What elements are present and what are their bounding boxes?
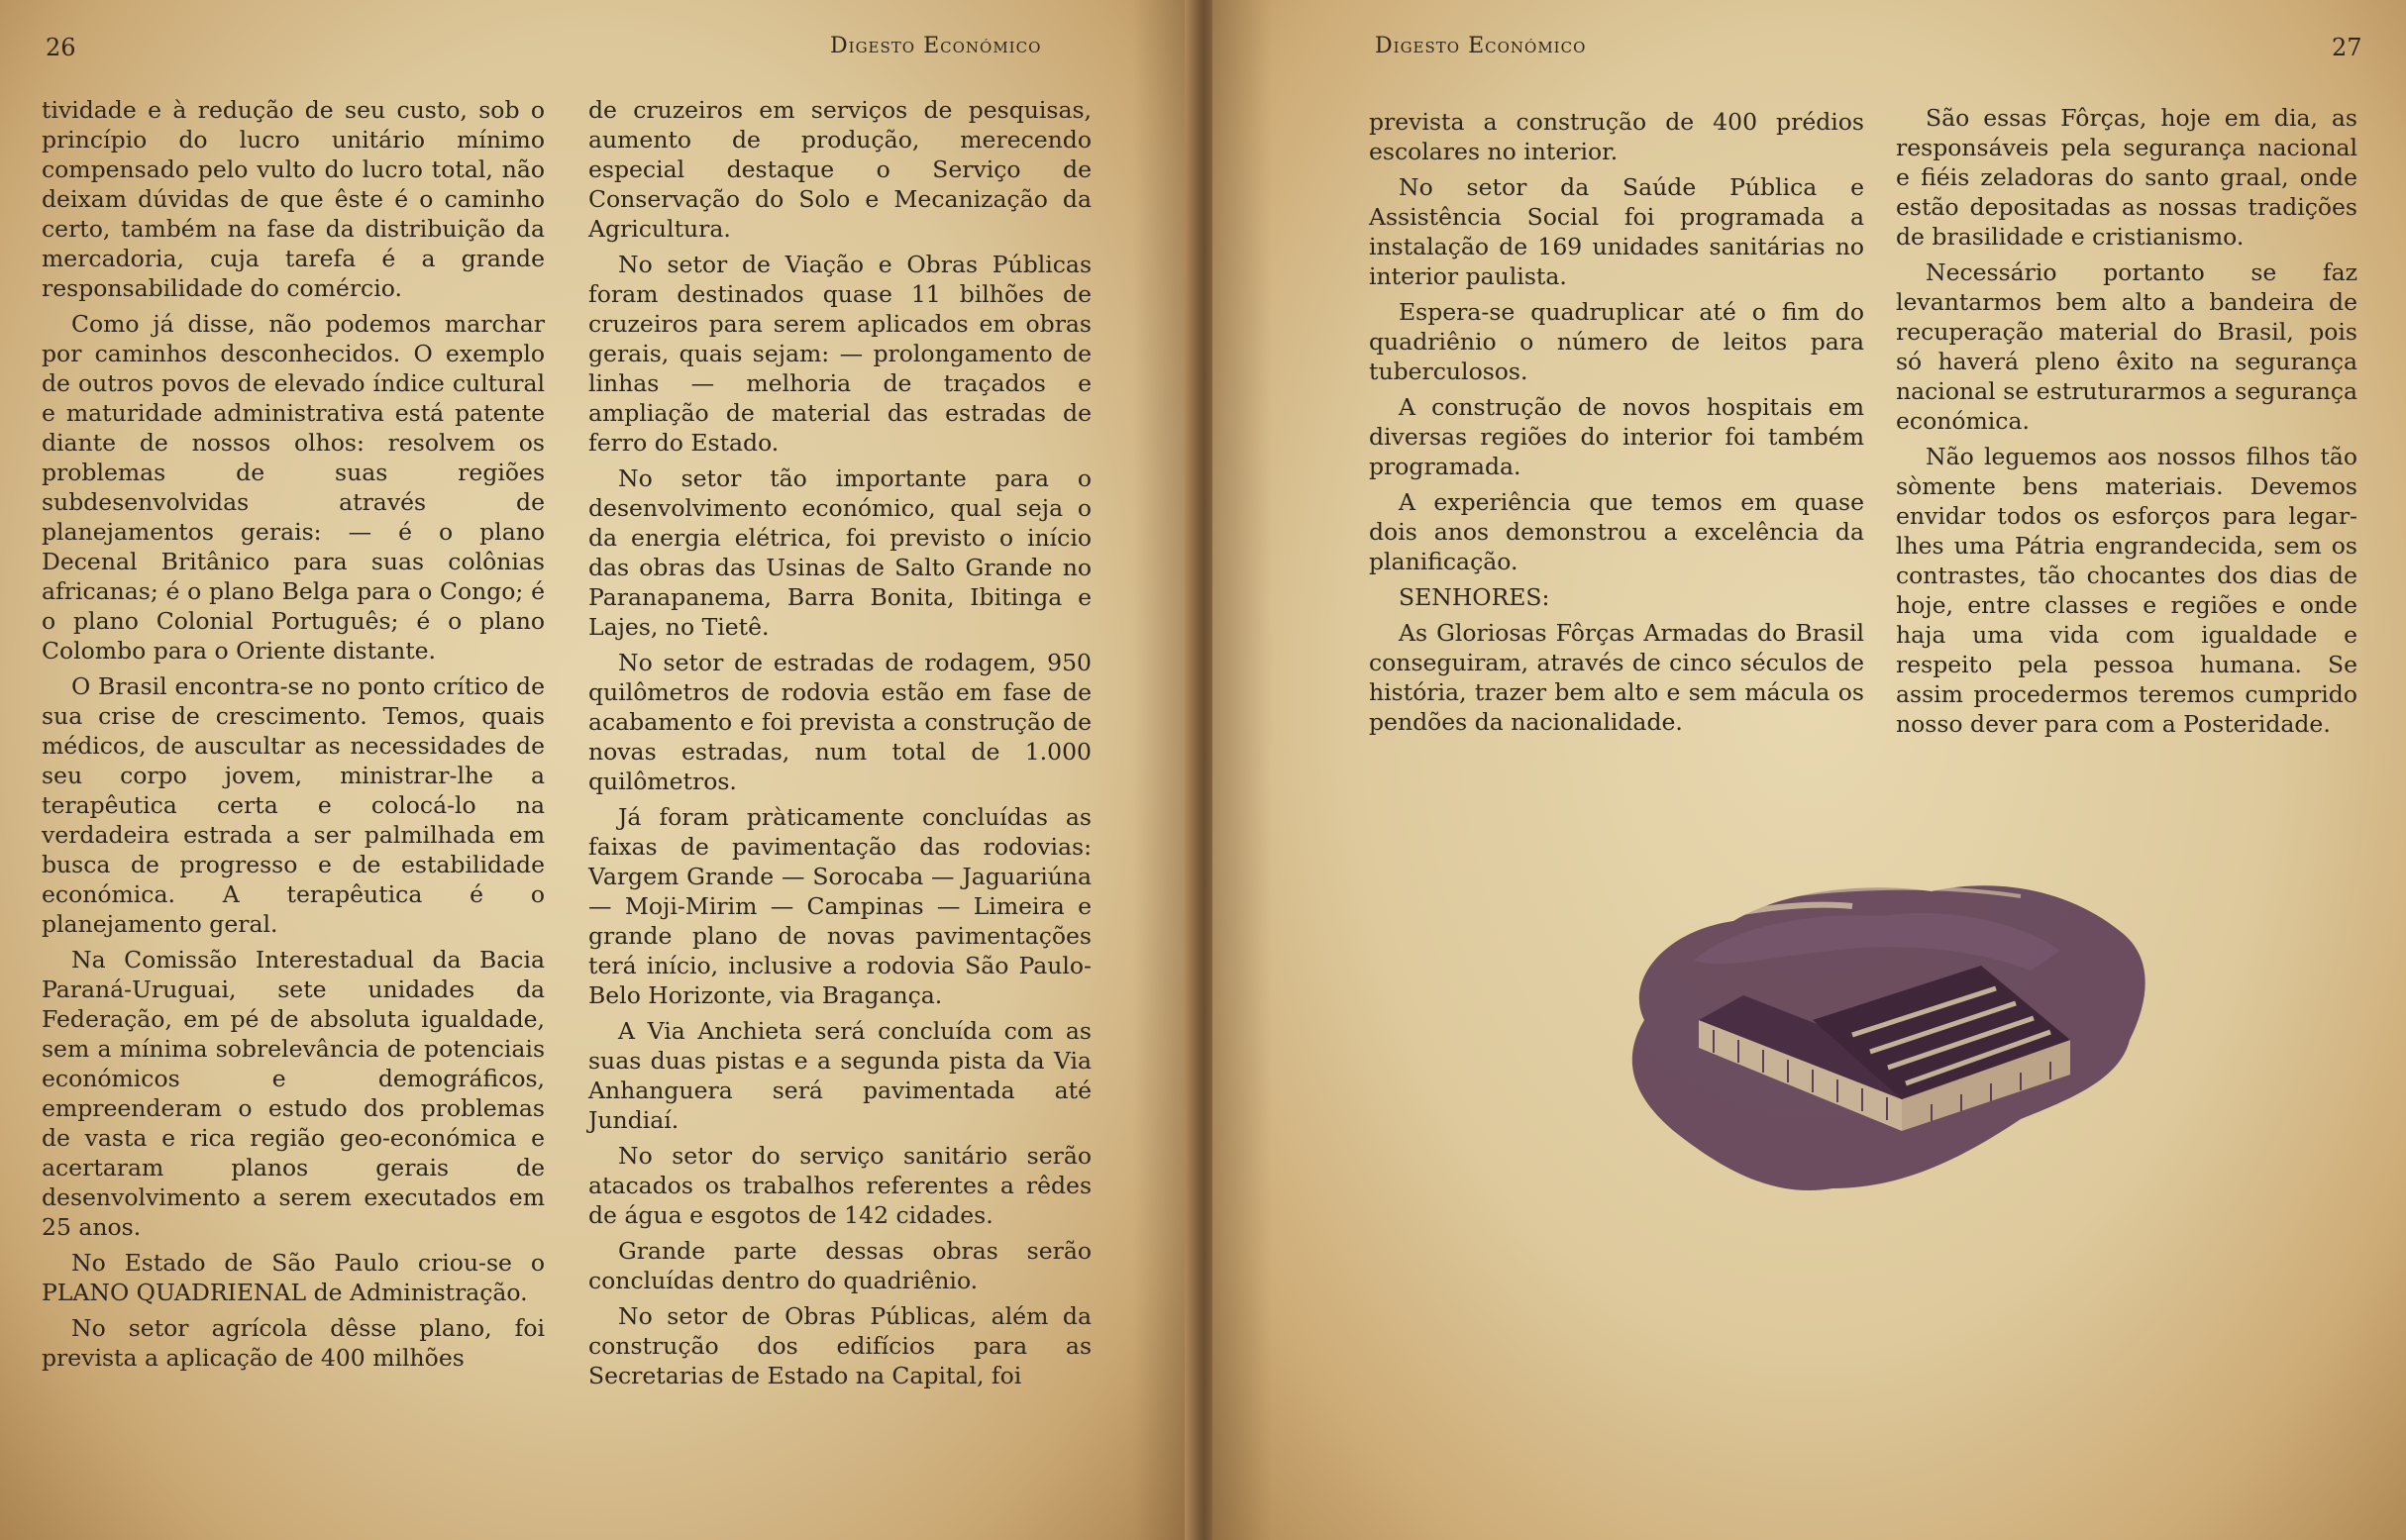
paragraph: A experiência que temos em quase dois anos demonstrou a excelência da planificação. [1369, 488, 1864, 575]
page-number-right: 27 [2332, 34, 2362, 61]
paragraph: prevista a construção de 400 prédios escolares no interior. [1369, 108, 1864, 165]
paragraph: Espera-se quadruplicar até o fim do quadriênio o número de leitos para tuberculosos. [1369, 298, 1864, 385]
paragraph: No setor da Saúde Pública e Assistência Social foi programada a instalação de 169 unidades sanitárias no interior paulista. [1369, 173, 1864, 290]
page-number-left: 26 [46, 34, 76, 61]
paragraph: No setor de Obras Públicas, além da construção dos edifícios para as Secretarias de Estado na Capital, foi [588, 1302, 1092, 1389]
paragraph: No Estado de São Paulo criou-se o PLANO QUADRIENAL de Administração. [42, 1249, 545, 1306]
paragraph: Como já disse, não podemos marchar por caminhos desconhecidos. O exemplo de outros povos de elevado índice cultural e maturidade administrativa está patente diante de nossos olhos: resolvem os problemas de suas regiões subdesenvolvidas através de planejamentos gerais: — é o plano Decenal Britânico para suas colônias africanas; é o plano Belga para o Congo; é o plano Colonial Português; é o plano Colombo para o Oriente distante. [42, 310, 545, 665]
paragraph: A Via Anchieta será concluída com as suas duas pistas e a segunda pista da Via Anhanguera será pavimentada até Jundiaí. [588, 1017, 1092, 1134]
paragraph: Já foram pràticamente concluídas as faixas de pavimentação das rodovias: Vargem Grande — Sorocaba — Jaguariúna — Moji-Mirim — Campinas — Limeira e grande plano de novas pavimentações terá início, inclusive a rodovia São Paulo-Belo Horizonte, via Bragança. [588, 803, 1092, 1009]
factory-buildings-illustration [1605, 872, 2159, 1208]
running-head-right: Digesto Económico [1375, 34, 1587, 58]
paragraph: Necessário portanto se faz levantarmos bem alto a bandeira de recuperação material do Brasil, pois só haverá pleno êxito na segurança nacional se estruturarmos a segurança económica. [1896, 258, 2357, 435]
paragraph: Não leguemos aos nossos filhos tão sòmente bens materiais. Devemos envidar todos os esforços para legar-lhes uma Pátria engrandecida, sem os contrastes, tão chocantes dos dias de hoje, entre classes e regiões e onde haja uma vida com igualdade e respeito pela pessoa humana. Se assim procedermos teremos cumprido nosso dever para com a Posteridade. [1896, 443, 2357, 738]
right-column-1 [1369, 107, 1864, 743]
right-column-2 [1896, 103, 2357, 745]
paragraph: A construção de novos hospitais em diversas regiões do interior foi também programada. [1369, 393, 1864, 480]
left-column-1 [42, 95, 545, 1379]
paragraph: de cruzeiros em serviços de pesquisas, aumento de produção, merecendo especial destaque o Serviço de Conservação do Solo e Mecanização da Agricultura. [588, 96, 1092, 243]
paragraph: No setor do serviço sanitário serão atacados os trabalhos referentes a rêdes de água e esgotos de 142 cidades. [588, 1142, 1092, 1229]
paragraph: No setor agrícola dêsse plano, foi prevista a aplicação de 400 milhões [42, 1314, 545, 1372]
paragraph: O Brasil encontra-se no ponto crítico de sua crise de crescimento. Temos, quais médicos, de auscultar as necessidades de seu corpo jovem, ministrar-lhe a terapêutica certa e colocá-lo na verdadeira estrada a ser palmilhada em busca de progresso e de estabilidade económica. A terapêutica é o planejamento geral. [42, 672, 545, 938]
left-column-2 [588, 95, 1092, 1396]
paragraph: No setor tão importante para o desenvolvimento económico, qual seja o da energia elétrica, foi previsto o início das obras das Usinas de Salto Grande no Paranapanema, Barra Bonita, Ibitinga e Lajes, no Tietê. [588, 464, 1092, 641]
left-page [0, 0, 1193, 1540]
paragraph: Grande parte dessas obras serão concluídas dentro do quadriênio. [588, 1237, 1092, 1294]
running-head-left: Digesto Económico [830, 34, 1042, 58]
salutation: SENHORES: [1399, 583, 1550, 611]
paragraph: tividade e à redução de seu custo, sob o princípio do lucro unitário mínimo compensado pelo vulto do lucro total, não deixam dúvidas de que êste é o caminho certo, também na fase da distribuição da mercadoria, cuja tarefa é a grande responsabilidade do comércio. [42, 96, 545, 302]
right-page [1212, 0, 2406, 1540]
paragraph: São essas Fôrças, hoje em dia, as responsáveis pela segurança nacional e fiéis zeladoras do santo graal, onde estão depositadas as nossas tradições de brasilidade e cristianismo. [1896, 104, 2357, 251]
paragraph: No setor de estradas de rodagem, 950 quilômetros de rodovia estão em fase de acabamento e foi prevista a construção de novas estradas, num total de 1.000 quilômetros. [588, 649, 1092, 795]
paragraph: Na Comissão Interestadual da Bacia Paraná-Uruguai, sete unidades da Federação, em pé de absoluta igualdade, sem a mínima sobrelevância de potenciais económicos e demográficos, empreenderam o estudo dos problemas de vasta e rica região geo-económica e acertaram planos gerais de desenvolvimento a serem executados em 25 anos. [42, 946, 545, 1241]
paragraph: As Gloriosas Fôrças Armadas do Brasil conseguiram, através de cinco séculos de história, trazer bem alto e sem mácula os pendões da nacionalidade. [1369, 619, 1864, 736]
paragraph: No setor de Viação e Obras Públicas foram destinados quase 11 bilhões de cruzeiros para serem aplicados em obras gerais, quais sejam: — prolongamento de linhas — melhoria de traçados e ampliação de material das estradas de ferro do Estado. [588, 251, 1092, 457]
